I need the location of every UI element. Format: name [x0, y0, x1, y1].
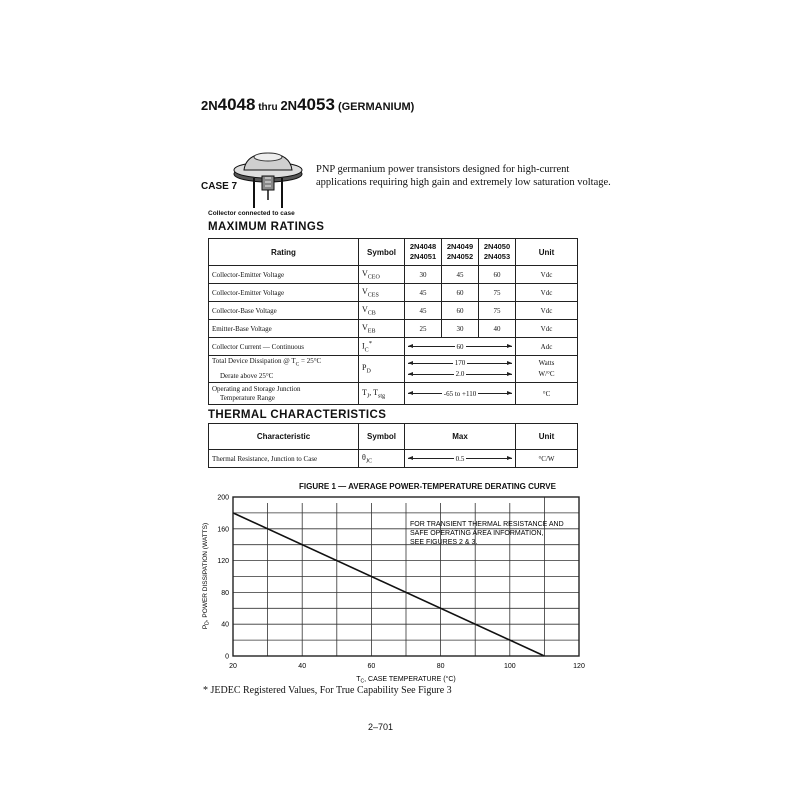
- spanned-value-cell: [405, 338, 516, 356]
- rating-cell: Emitter-Base Voltage: [209, 320, 359, 338]
- value-cell: 30: [442, 320, 479, 338]
- spanned-value-cell: [405, 383, 516, 405]
- symbol-sub: CB: [367, 310, 376, 317]
- max-ratings-heading: MAXIMUM RATINGS: [208, 221, 325, 233]
- x-tick-label: 120: [573, 663, 585, 670]
- unit-cell: Vdc: [516, 320, 578, 338]
- col1-name-a: 2N4048: [409, 242, 437, 251]
- rating-cell: Collector-Base Voltage: [209, 302, 359, 320]
- col2-name-b: 2N4052: [446, 252, 474, 261]
- symbol-sub: CEO: [367, 274, 380, 281]
- figure-note-line-1: FOR TRANSIENT THERMAL RESISTANCE AND: [410, 521, 564, 528]
- symbol-cell: [359, 266, 405, 284]
- symbol-main: V: [362, 286, 368, 296]
- table-row: [209, 302, 578, 320]
- y-tick-label: 80: [221, 589, 229, 597]
- characteristic-header: Characteristic: [209, 424, 359, 450]
- device-col-2-header: [442, 239, 479, 266]
- rating-text-b: = 25°C: [299, 357, 322, 366]
- rating-cell: [209, 383, 359, 405]
- y-label-sub: D: [204, 621, 211, 625]
- table-header-row: [209, 424, 578, 450]
- figure-note-line-2: SAFE OPERATING AREA INFORMATION,: [410, 530, 544, 537]
- table-header-row: [209, 239, 578, 266]
- y-axis-label: [202, 523, 211, 629]
- rating-text: Total Device Dissipation @ T: [212, 357, 296, 366]
- y-tick-label: 40: [221, 621, 229, 629]
- title-thru: thru: [255, 102, 281, 113]
- symbol-main: P: [362, 363, 367, 373]
- value-cell: 75: [479, 284, 516, 302]
- unit-header: Unit: [516, 239, 578, 266]
- title-prefix-2: 2N: [280, 98, 298, 113]
- col3-name-b: 2N4053: [483, 252, 511, 261]
- table-row: [209, 284, 578, 302]
- symbol-sup: *: [368, 339, 373, 347]
- max-header: Max: [405, 424, 516, 450]
- y-label-rest: , POWER DISSIPATION (WATTS): [202, 522, 209, 622]
- symbol-cell: [359, 302, 405, 320]
- symbol-sub: EB: [367, 328, 376, 335]
- symbol-cell: [359, 356, 405, 383]
- symbol-header: Symbol: [359, 239, 405, 266]
- rating-text: Operating and Storage Junction: [212, 384, 301, 393]
- value-text: 2.0: [455, 370, 465, 378]
- x-label-sub: C: [360, 678, 365, 685]
- x-tick-label: 20: [229, 663, 237, 670]
- x-tick-label: 40: [298, 663, 307, 670]
- x-tick-label: 100: [503, 663, 516, 670]
- x-label-rest: , CASE TEMPERATURE (°C): [364, 676, 456, 683]
- symbol-sub: C: [364, 347, 369, 354]
- symbol-main: T: [362, 387, 367, 397]
- title-part-first: 4048: [217, 95, 256, 114]
- symbol-cell: [359, 320, 405, 338]
- device-col-1-header: [405, 239, 442, 266]
- table-row: [209, 450, 578, 468]
- table-row: [209, 266, 578, 284]
- symbol-main: I: [362, 341, 365, 351]
- collector-note: Collector connected to case: [208, 210, 295, 217]
- symbol-sub: D: [366, 368, 371, 375]
- col1-name-b: 2N4051: [409, 252, 437, 261]
- unit-cell: [516, 356, 578, 383]
- rating-cell: Collector Current — Continuous: [209, 338, 359, 356]
- y-tick-label: 160: [217, 526, 229, 534]
- transistor-package-image: [232, 148, 304, 210]
- symbol-main: V: [362, 268, 368, 278]
- value-cell: 60: [442, 284, 479, 302]
- case-label: CASE 7: [201, 181, 238, 192]
- value-text: 60: [456, 342, 464, 351]
- characteristic-cell: Thermal Resistance, Junction to Case: [209, 450, 359, 468]
- x-tick-label: 60: [367, 663, 376, 670]
- value-cell: 60: [442, 302, 479, 320]
- x-axis-label: [356, 675, 456, 685]
- unit-cell: Vdc: [516, 266, 578, 284]
- table-row-dissipation: [209, 356, 578, 383]
- unit-header: Unit: [516, 424, 578, 450]
- table-row: [209, 320, 578, 338]
- symbol-cell: [359, 284, 405, 302]
- unit-text: W/°C: [538, 370, 555, 378]
- table-row-temperature: [209, 383, 578, 405]
- y-label-main: P: [202, 624, 209, 630]
- x-tick-label: 80: [436, 663, 445, 670]
- value-cell: 75: [479, 302, 516, 320]
- unit-text: Watts: [538, 359, 555, 367]
- symbol-header: Symbol: [359, 424, 405, 450]
- y-tick-label: 0: [225, 653, 229, 661]
- symbol-main: V: [362, 304, 368, 314]
- value-text: -65 to +110: [443, 389, 477, 398]
- symbol-cell: [359, 450, 405, 468]
- rating-header: Rating: [209, 239, 359, 266]
- unit-cell: °C/W: [516, 450, 578, 468]
- value-cell: 45: [405, 284, 442, 302]
- figure-note-line-3: SEE FIGURES 2 & 3.: [410, 539, 478, 546]
- figure-title: FIGURE 1 — AVERAGE POWER-TEMPERATURE DERATING CURVE: [299, 482, 556, 491]
- symbol-main: θ: [362, 452, 366, 462]
- rating-cell: [209, 356, 359, 383]
- unit-cell: Vdc: [516, 284, 578, 302]
- value-text: 0.5: [455, 454, 465, 463]
- rating-cell: Collector-Emitter Voltage: [209, 284, 359, 302]
- value-cell: 45: [442, 266, 479, 284]
- device-col-3-header: [479, 239, 516, 266]
- footnote: * JEDEC Registered Values, For True Capability See Figure 3: [203, 685, 452, 696]
- unit-cell: Adc: [516, 338, 578, 356]
- symbol-cell: [359, 338, 405, 356]
- device-description: PNP germanium power transistors designed for high-current applications requiring high gain and extremely low saturation voltage.: [316, 164, 611, 188]
- unit-cell: °C: [516, 383, 578, 405]
- value-cell: 60: [479, 266, 516, 284]
- x-label-main: T: [356, 676, 361, 683]
- title-part-last: 4053: [297, 95, 335, 114]
- symbol-cell: [359, 383, 405, 405]
- value-cell: 30: [405, 266, 442, 284]
- col3-name-a: 2N4050: [483, 242, 511, 251]
- symbol-sub: J: [366, 393, 370, 400]
- thermal-heading: THERMAL CHARACTERISTICS: [208, 409, 387, 421]
- rating-text-b: Temperature Range: [220, 393, 275, 402]
- title-material: (GERMANIUM): [334, 101, 415, 113]
- y-tick-label: 200: [217, 494, 229, 502]
- page-number: 2–701: [368, 722, 394, 732]
- title-prefix: 2N: [201, 98, 218, 113]
- symbol-sub: CES: [367, 292, 379, 299]
- unit-cell: Vdc: [516, 302, 578, 320]
- col2-name-a: 2N4049: [446, 242, 474, 251]
- symbol-main-2: , T: [369, 387, 378, 397]
- value-cell: 40: [479, 320, 516, 338]
- y-tick-label: 120: [217, 558, 229, 566]
- symbol-main: V: [362, 322, 368, 332]
- spanned-value-cell: [405, 450, 516, 468]
- rating-cell: Collector-Emitter Voltage: [209, 266, 359, 284]
- derating-chart: [190, 490, 600, 685]
- rating-sub: C: [295, 361, 300, 368]
- symbol-sub-2: stg: [377, 393, 385, 400]
- thermal-table: [208, 423, 578, 468]
- document-title: [201, 95, 414, 115]
- value-cell: 45: [405, 302, 442, 320]
- value-text: 170: [454, 359, 466, 367]
- symbol-sub: JC: [365, 458, 373, 465]
- spanned-value-cell: [405, 356, 516, 383]
- value-cell: 25: [405, 320, 442, 338]
- table-row-collector-current: [209, 338, 578, 356]
- derate-text: Derate above 25°C: [220, 371, 274, 380]
- max-ratings-table: [208, 238, 578, 405]
